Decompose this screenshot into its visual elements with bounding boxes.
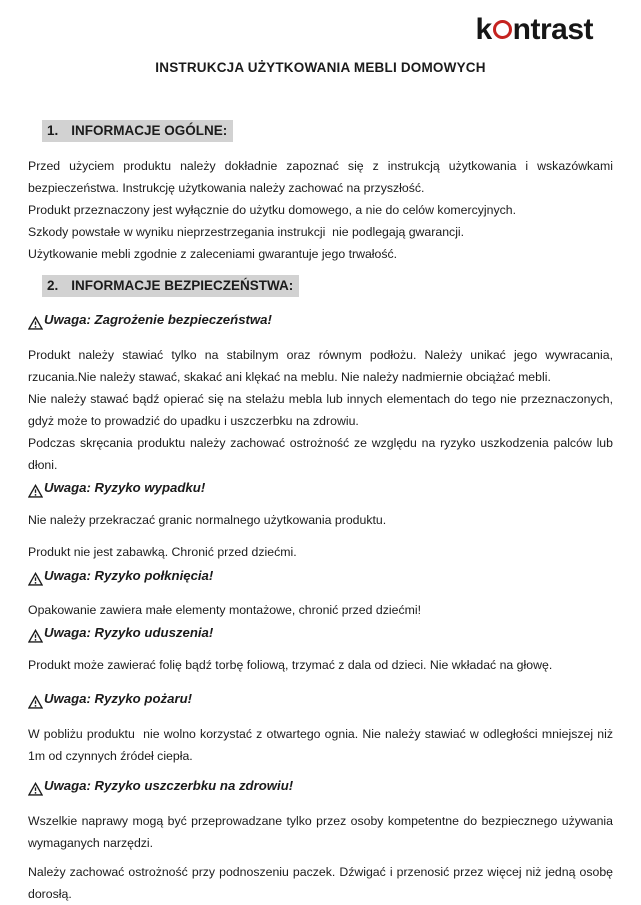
- paragraph: Szkody powstałe w wyniku nieprzestrzegania instrukcji nie podlegają gwarancji.: [28, 225, 465, 239]
- section2-heading-text: INFORMACJE BEZPIECZEŃSTWA:: [71, 278, 294, 293]
- paragraph: Produkt nie jest zabawką. Chronić przed dziećmi.: [28, 545, 297, 559]
- paragraph: Wszelkie naprawy mogą być przeprowadzane tylko przez osoby kompetentne do bezpiecznego używania wymaganych narzędzi.: [28, 814, 613, 850]
- warning-label: Uwaga: Ryzyko wypadku!: [44, 480, 206, 495]
- section1-heading-text: INFORMACJE OGÓLNE:: [71, 123, 228, 138]
- document-title: INSTRUKCJA UŻYTKOWANIA MEBLI DOMOWYCH: [155, 60, 486, 75]
- logo-red-ring-icon: [493, 20, 512, 39]
- logo-text-ntrast: ntrast: [512, 13, 593, 46]
- section2-heading: [42, 275, 613, 297]
- warning-heading: [28, 567, 613, 585]
- warning-label: Uwaga: Ryzyko połknięcia!: [44, 568, 214, 583]
- paragraph: Przed użyciem produktu należy dokładnie zapoznać się z instrukcją użytkowania i wskazówkami bezpieczeństwa. Instrukcję użytkowania należy zachować na przyszłość.: [28, 159, 613, 195]
- warning-triangle-icon: [28, 316, 43, 330]
- paragraph: Nie należy przekraczać granic normalnego użytkowania produktu.: [28, 513, 387, 527]
- warning-triangle-icon: [28, 782, 43, 796]
- paragraph: Opakowanie zawiera małe elementy montażowe, chronić przed dziećmi!: [28, 603, 421, 617]
- section1-number: 1.: [47, 123, 59, 138]
- paragraph: Produkt przeznaczony jest wyłącznie do użytku domowego, a nie do celów komercyjnych.: [28, 203, 517, 217]
- warning-triangle-icon: [28, 484, 43, 498]
- warning-label: Uwaga: Ryzyko uduszenia!: [44, 625, 214, 640]
- logo-row: [28, 10, 613, 50]
- warning-triangle-icon: [28, 629, 43, 643]
- paragraph: Należy zachować ostrożność przy podnoszeniu paczek. Dźwigać i przenosić przez więcej niż jedną osobę dorosłą.: [28, 865, 613, 901]
- warning-heading: [28, 690, 613, 708]
- warning-heading: [28, 624, 613, 642]
- paragraph: Użytkowanie mebli zgodnie z zaleceniami gwarantuje jego trwałość.: [28, 247, 398, 261]
- section1-heading-highlight: [42, 120, 233, 142]
- warning-label: Uwaga: Ryzyko pożaru!: [44, 691, 193, 706]
- section2-heading-highlight: [42, 275, 299, 297]
- warning-label: Uwaga: Ryzyko uszczerbku na zdrowiu!: [44, 778, 294, 793]
- paragraph: Nie należy stawać bądź opierać się na stelażu mebla lub innych elementach do tego nie przeznaczonych, gdyż może to prowadzić do upadku i uszczerbku na zdrowiu.: [28, 392, 613, 428]
- logo-text-k: k: [475, 13, 492, 46]
- warning-heading: [28, 777, 613, 795]
- paragraph: Podczas skręcania produktu należy zachować ostrożność ze względu na ryzyko uszkodzenia palców lub dłoni.: [28, 436, 613, 472]
- paragraph: W pobliżu produktu nie wolno korzystać z otwartego ognia. Nie należy stawiać w odległości mniejszej niż 1m od czynnych źródeł ciepła.: [28, 727, 617, 763]
- warning-triangle-icon: [28, 572, 43, 586]
- warning-heading: [28, 479, 613, 497]
- paragraph: Produkt należy stawiać tylko na stabilnym oraz równym podłożu. Należy unikać jego wywracania, rzucania.Nie należy stawać, skakać ani klękać na meblu. Nie należy nadmiernie obciążać mebli.: [28, 348, 613, 384]
- warning-label: Uwaga: Zagrożenie bezpieczeństwa!: [44, 312, 272, 327]
- kontrast-logo: [475, 10, 593, 50]
- section2-number: 2.: [47, 278, 59, 293]
- paragraph: Produkt może zawierać folię bądź torbę foliową, trzymać z dala od dzieci. Nie wkładać na głowę.: [28, 658, 553, 672]
- warning-triangle-icon: [28, 695, 43, 709]
- warning-heading: [28, 311, 613, 329]
- section1-heading: [42, 120, 613, 142]
